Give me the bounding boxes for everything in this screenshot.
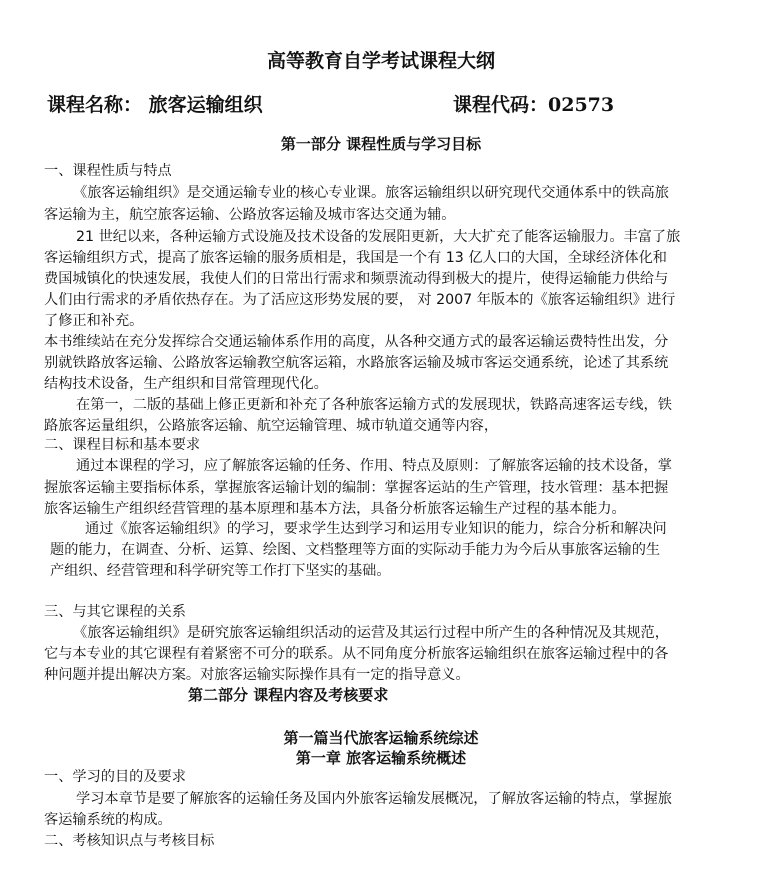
paragraph-line: 客运输系统的构成。: [44, 812, 172, 828]
part2-heading: 第二部分 课程内容及考核要求: [188, 686, 389, 704]
paragraph-line: 21 世纪以来，各种运输方式设施及技术设备的发展阳更新，大大扩充了能客运输服力。丰富了旅: [76, 229, 681, 245]
paragraph-line: 种问题并提出解决方案。对旅客运输实际操作具有一定的指导意义。: [44, 667, 470, 683]
paragraph-line: 本书维续站在充分发挥综合交通运输体系作用的高度，从各种交通方式的最客运输运费特性出发，分: [44, 334, 669, 350]
chapter-part-heading: 第一篇当代旅客运输系统综述: [283, 729, 479, 747]
paragraph-line: 通过《旅客运输组织》的学习，要求学生达到学习和运用专业知识的能力，综合分析和解决问: [85, 521, 667, 537]
paragraph-line: 旅客运输生产组织经营管理的基本原理和基本方法，具备分析旅客运输生产过程的基本能力。: [44, 501, 626, 517]
paragraph-line: 学习本章节是要了解旅客的运输任务及国内外旅客运输发展概况，了解放客运输的特点，掌握旅: [76, 791, 672, 807]
section-heading: 二、考核知识点与考核目标: [44, 833, 215, 849]
paragraph-line: 别就铁路放客运输、公路放客运输教空航客运箱，水路旅客运输及城市客运交通系统，论述了其系统: [44, 355, 669, 371]
document-title: 高等教育自学考试课程大纲: [266, 50, 495, 72]
paragraph-line: 客运输组织方式，提高了旅客运输的服务质相是，我国是一个有 13 亿人口的大国，全球经济体化和: [44, 250, 667, 266]
chapter-title: 第一章 旅客运输系统概述: [295, 749, 467, 767]
course-code: 课程代码：02573: [453, 94, 615, 116]
part1-heading: 第一部分 课程性质与学习目标: [280, 135, 482, 153]
section-heading: 二、课程目标和基本要求: [44, 437, 201, 453]
paragraph-line: 结构技术设备，生产组织和目常管理现代化。: [44, 376, 328, 392]
paragraph-line: 了修正和补充。: [44, 313, 144, 329]
course-name: 课程名称： 旅客运输组织: [47, 94, 263, 116]
paragraph-line: 《旅客运输组织》是研究旅客运输组织活动的运营及其运行过程中所产生的各种情况及其规范，: [73, 625, 669, 641]
paragraph-line: 题的能力，在调查、分析、运算、绘图、文档整理等方面的实际动手能力为今后从事旅客运输的生: [50, 542, 661, 558]
paragraph-line: 《旅客运输组织》是交通运输专业的核心专业课。旅客运输组织以研究现代交通体系中的铁高旅: [73, 185, 669, 201]
paragraph-line: 握旅客运输主要指标体系，掌握旅客运输计划的编制：掌握客运站的生产管理，技水管理：基本把握: [44, 480, 669, 496]
paragraph-line: 产组织、经营管理和科学研究等工作打下坚实的基础。: [50, 563, 391, 579]
paragraph-line: 在第一，二版的基础上修正更新和补充了各种旅客运输方式的发展现状，铁路高速客运专线，铁: [76, 397, 672, 413]
paragraph-line: 它与本专业的其它课程有着紧密不可分的联系。从不同角度分析旅客运输组织在旅客运输过程中的各: [44, 646, 669, 662]
paragraph-line: 通过本课程的学习，应了解旅客运输的任务、作用、特点及原则：了解旅客运输的技术设备，掌: [76, 458, 672, 474]
paragraph-line: 人们由行需求的矛盾依热存在。为了活应这形势发展的要， 对 2007 年版本的《旅客运输组织》进行: [44, 292, 676, 308]
paragraph-line: 客运输为主，航空旅客运输、公路放客运输及城市客达交通为辅。: [44, 207, 456, 223]
paragraph-line: 费国城镇化的快速发展，我使人们的日常出行需求和频票流动得到极大的提片，使得运输能力供给与: [44, 271, 669, 287]
section-heading: 一、课程性质与特点: [44, 163, 172, 179]
section-heading: 三、与其它课程的关系: [44, 604, 186, 620]
section-heading: 一、学习的目的及要求: [44, 769, 186, 785]
paragraph-line: 路旅客运量组织，公路旅客运输、航空运输管理、城市轨道交通等内容，: [44, 418, 499, 434]
